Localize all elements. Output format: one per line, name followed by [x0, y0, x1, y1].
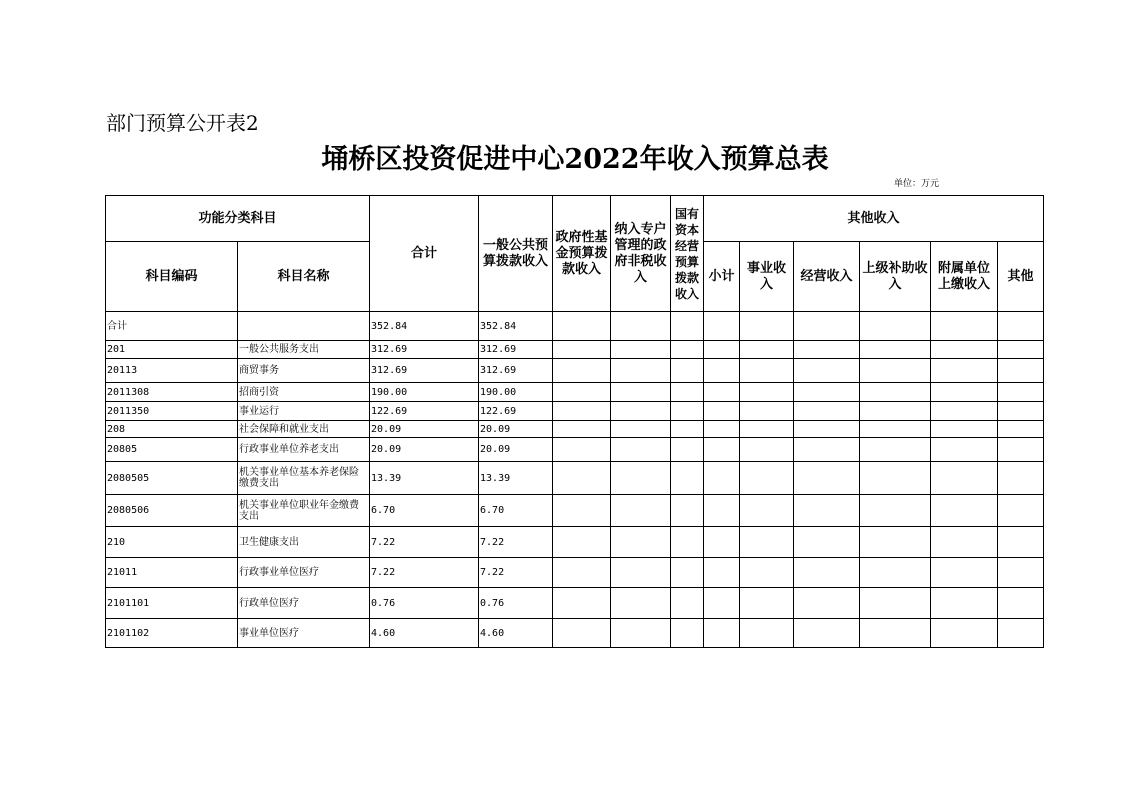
- cell-general: 7.22: [479, 527, 553, 558]
- header-code: 科目编码: [106, 242, 238, 312]
- header-special-non-tax: 纳入专户管理的政府非税收入: [611, 196, 671, 312]
- cell-total: 122.69: [370, 402, 479, 421]
- cell-name: [238, 312, 370, 341]
- cell-total: 7.22: [370, 558, 479, 588]
- header-business-income: 事业收入: [740, 242, 794, 312]
- cell-name: 行政单位医疗: [238, 588, 370, 619]
- cell-code: 20805: [106, 438, 238, 462]
- table-row: [106, 588, 1044, 619]
- table-row: [106, 402, 1044, 421]
- table-row: [106, 495, 1044, 527]
- cell-name: 事业单位医疗: [238, 619, 370, 648]
- cell-code: 2011350: [106, 402, 238, 421]
- cell-code: 21011: [106, 558, 238, 588]
- cell-general: 7.22: [479, 558, 553, 588]
- table-row: [106, 312, 1044, 341]
- cell-general: 4.60: [479, 619, 553, 648]
- cell-code: 2101101: [106, 588, 238, 619]
- cell-code: 2080506: [106, 495, 238, 527]
- cell-general: 190.00: [479, 383, 553, 402]
- cell-code: 20113: [106, 359, 238, 383]
- cell-code: 208: [106, 421, 238, 438]
- cell-general: 20.09: [479, 438, 553, 462]
- cell-general: 312.69: [479, 359, 553, 383]
- table-row: [106, 421, 1044, 438]
- table-row: [106, 558, 1044, 588]
- cell-name: 机关事业单位职业年金缴费支出: [238, 495, 370, 527]
- table-row: [106, 462, 1044, 495]
- cell-code: 2011308: [106, 383, 238, 402]
- page-title: 埇桥区投资促进中心2022年收入预算总表: [321, 144, 829, 175]
- table-row: [106, 438, 1044, 462]
- header-gov-fund: 政府性基金预算拨款收入: [553, 196, 611, 312]
- cell-name: 机关事业单位基本养老保险缴费支出: [238, 462, 370, 495]
- cell-name: 社会保障和就业支出: [238, 421, 370, 438]
- revenue-budget-table: [105, 195, 1044, 648]
- cell-code: 2101102: [106, 619, 238, 648]
- cell-name: 商贸事务: [238, 359, 370, 383]
- table-number-label: 部门预算公开表2: [106, 111, 259, 135]
- cell-code: 2080505: [106, 462, 238, 495]
- cell-total: 20.09: [370, 438, 479, 462]
- header-affiliated-unit: 附属单位上缴收入: [931, 242, 998, 312]
- cell-total: 352.84: [370, 312, 479, 341]
- header-operating-income: 经营收入: [794, 242, 860, 312]
- cell-code: 201: [106, 341, 238, 359]
- cell-code: 合计: [106, 312, 238, 341]
- cell-total: 0.76: [370, 588, 479, 619]
- cell-name: 行政事业单位养老支出: [238, 438, 370, 462]
- cell-total: 20.09: [370, 421, 479, 438]
- header-subtotal: 小计: [704, 242, 740, 312]
- header-total: 合计: [370, 196, 479, 312]
- unit-label: 单位：万元: [894, 179, 940, 189]
- table-row: [106, 527, 1044, 558]
- cell-general: 122.69: [479, 402, 553, 421]
- cell-general: 13.39: [479, 462, 553, 495]
- table-row: [106, 359, 1044, 383]
- header-category-group: 功能分类科目: [106, 196, 370, 242]
- cell-total: 190.00: [370, 383, 479, 402]
- cell-code: 210: [106, 527, 238, 558]
- cell-total: 312.69: [370, 341, 479, 359]
- cell-name: 一般公共服务支出: [238, 341, 370, 359]
- header-general-budget: 一般公共预算拨款收入: [479, 196, 553, 312]
- table-row: [106, 383, 1044, 402]
- cell-name: 行政事业单位医疗: [238, 558, 370, 588]
- cell-general: 352.84: [479, 312, 553, 341]
- header-others: 其他: [998, 242, 1044, 312]
- table-row: [106, 341, 1044, 359]
- cell-general: 312.69: [479, 341, 553, 359]
- header-other-group: 其他收入: [704, 196, 1044, 242]
- cell-total: 6.70: [370, 495, 479, 527]
- cell-name: 卫生健康支出: [238, 527, 370, 558]
- cell-total: 4.60: [370, 619, 479, 648]
- header-state-capital: 国有资本经营预算拨款收入: [671, 196, 704, 312]
- cell-name: 招商引资: [238, 383, 370, 402]
- cell-total: 312.69: [370, 359, 479, 383]
- header-superior-subsidy: 上级补助收入: [860, 242, 931, 312]
- cell-general: 6.70: [479, 495, 553, 527]
- cell-general: 20.09: [479, 421, 553, 438]
- cell-total: 13.39: [370, 462, 479, 495]
- cell-total: 7.22: [370, 527, 479, 558]
- header-name: 科目名称: [238, 242, 370, 312]
- cell-general: 0.76: [479, 588, 553, 619]
- table-row: [106, 619, 1044, 648]
- cell-name: 事业运行: [238, 402, 370, 421]
